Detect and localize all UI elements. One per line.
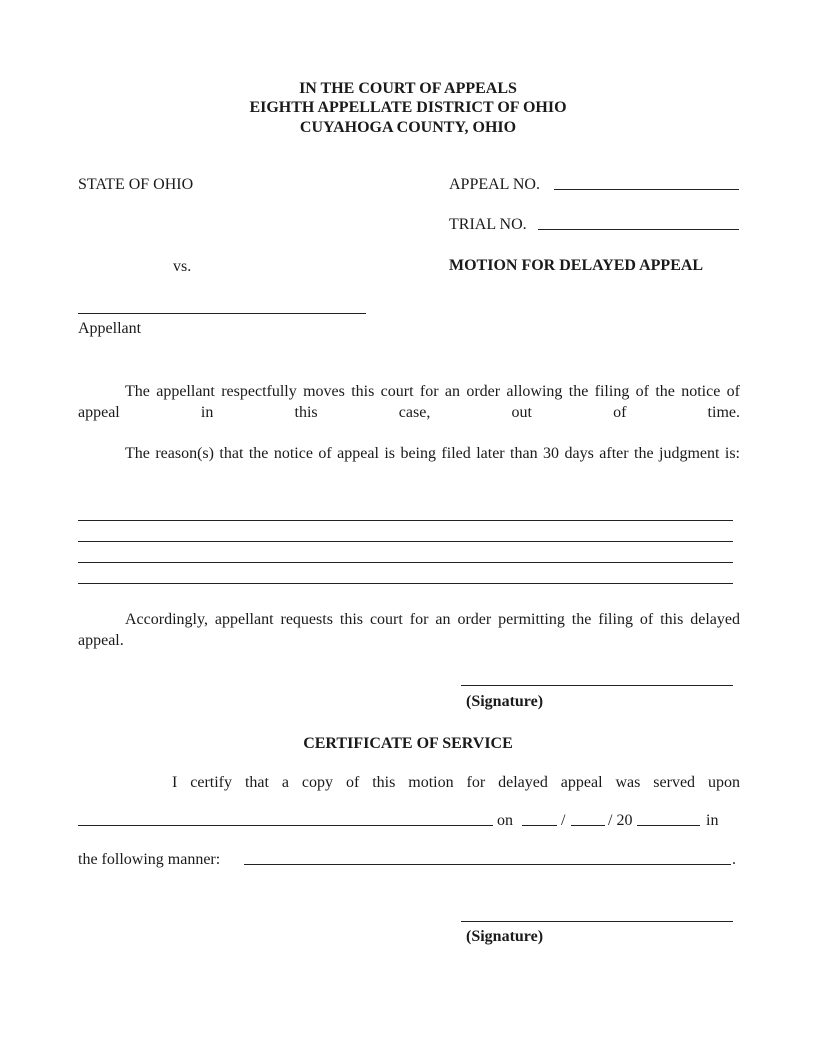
request-paragraph: Accordingly, appellant requests this court for an order permitting the filing of this delayed appeal. bbox=[78, 611, 740, 649]
reason-line-1[interactable] bbox=[78, 520, 733, 521]
trial-no-label: TRIAL NO. bbox=[449, 216, 527, 233]
reason-line-4[interactable] bbox=[78, 583, 733, 584]
reason-line-2[interactable] bbox=[78, 541, 733, 542]
certificate-line bbox=[78, 772, 740, 793]
date-separator-2: / 20 bbox=[608, 812, 633, 829]
appellant-name-field[interactable] bbox=[78, 313, 366, 314]
motion-paragraph: The appellant respectfully moves this court for an order allowing the filing of the notice of appeal in this case, out of time. bbox=[78, 383, 740, 421]
served-party-field[interactable] bbox=[78, 825, 493, 826]
county-name: CUYAHOGA COUNTY, OHIO bbox=[299, 119, 517, 136]
in-label: in bbox=[706, 812, 719, 829]
district-name: EIGHTH APPELLATE DISTRICT OF OHIO bbox=[249, 99, 567, 116]
certificate-text: I certify that a copy of this motion for delayed appeal was served upon bbox=[172, 774, 740, 791]
versus-label: vs. bbox=[173, 258, 192, 275]
motion-title: MOTION FOR DELAYED APPEAL bbox=[449, 257, 704, 274]
day-field[interactable] bbox=[571, 825, 605, 826]
appeal-no-field[interactable] bbox=[554, 189, 739, 190]
on-label: on bbox=[497, 812, 513, 829]
trial-no-field[interactable] bbox=[538, 229, 739, 230]
appellant-label: Appellant bbox=[78, 320, 142, 337]
party-state-of-ohio: STATE OF OHIO bbox=[78, 176, 194, 193]
reason-paragraph: The reason(s) that the notice of appeal is being filed later than 30 days after the judgment is: bbox=[125, 445, 740, 462]
certificate-title: CERTIFICATE OF SERVICE bbox=[303, 735, 513, 752]
signature-label-2: (Signature) bbox=[466, 928, 544, 945]
manner-field[interactable] bbox=[244, 864, 731, 865]
signature-line-2[interactable] bbox=[461, 921, 733, 922]
date-separator-1: / bbox=[561, 812, 566, 829]
manner-period: . bbox=[732, 851, 736, 868]
signature-line-1[interactable] bbox=[461, 685, 733, 686]
reason-line-3[interactable] bbox=[78, 562, 733, 563]
signature-label-1: (Signature) bbox=[466, 693, 544, 710]
appeal-no-label: APPEAL NO. bbox=[449, 176, 540, 193]
month-field[interactable] bbox=[522, 825, 557, 826]
manner-label: the following manner: bbox=[78, 851, 221, 868]
court-name: IN THE COURT OF APPEALS bbox=[299, 80, 517, 97]
year-field[interactable] bbox=[637, 825, 700, 826]
